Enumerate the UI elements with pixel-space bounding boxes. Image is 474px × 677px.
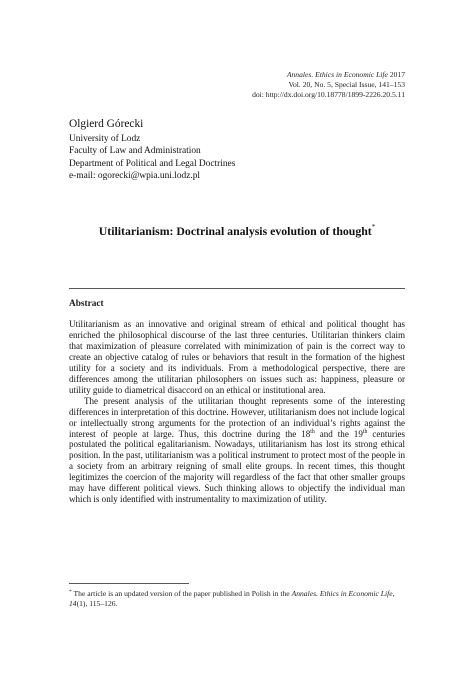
journal-year: 2017 <box>389 70 405 79</box>
abstract-paragraph-2-part-c: centuries postulated the political egalitarianism. Nowadays, utilitarianism has lost its strong ethical position. In the past, utilitarianism was a political instrument to protect most of the people in a society from an arbitrary reigning of small elite groups. In recent times, this thought legitimizes the coercion of the majority will regardless of the fact that other smaller groups may have different political views. Such thinking allows to objectify the individual man which is only identified with instrumentality to maximization of utility. <box>69 428 405 505</box>
journal-name: Annales. Ethics in Economic Life <box>286 70 388 79</box>
footnote-journal: Annales. Ethics in Economic Life <box>291 589 393 598</box>
affiliation-faculty: Faculty of Law and Administration <box>69 146 201 157</box>
footnote <box>69 589 405 609</box>
affiliation-university: University of Lodz <box>69 134 141 144</box>
footnote-rule <box>69 583 189 584</box>
abstract-paragraph-1: Utilitarianism as an innovative and original stream of ethical and political thought has enriched the philosophical discourse of the last three centuries. Utilitarian thinkers claim that maximization of pleasure correlated with minimization of pain is the correct way to create an objective catalog of rules or behaviors that result in the formation of the highest utility for a society and its individuals. From a methodological perspective, there are differences among the utilitarian philosophers on issues such as: happiness, pleasure or utility guide to diametrical disaccord on an ethical or institutional area. <box>69 319 405 395</box>
footnote-text-c: (1), 115–126. <box>76 599 118 608</box>
abstract-paragraph-2-part-a: The present analysis of the utilitarian thought represents some of the interesting differences in interpretation of this doctrine. However, utilitarianism does not include logical or intellectually strong arguments for the protection of an individual’s rights against the interest of people at large. Thus, this doctrine during the 18 <box>69 395 405 439</box>
footnote-text-a: The article is an updated version of the paper published in Polish in the <box>71 589 292 598</box>
author-email[interactable]: e-mail: ogorecki@wpia.uni.lodz.pl <box>69 171 200 182</box>
title-footnote-mark[interactable]: * <box>371 223 376 231</box>
paper-title-text: Utilitarianism: Doctrinal analysis evolution of thought <box>98 224 372 238</box>
journal-volume: Vol. 20, No. 5, Special Issue, 141–153 <box>288 80 405 89</box>
journal-doi[interactable]: doi: http://dx.doi.org/10.18778/1899-2226.20.5.11 <box>252 90 405 99</box>
abstract-top-rule <box>69 288 405 289</box>
abstract-paragraph-2-part-b: and the 19 <box>314 428 363 439</box>
journal-title-line <box>252 70 405 80</box>
footnote-text-b: , <box>392 589 395 598</box>
superscript-th: th <box>362 428 368 435</box>
superscript-th: th <box>310 428 315 435</box>
footnote-mark: * <box>69 589 72 595</box>
journal-reference <box>252 70 405 100</box>
abstract-paragraph-2 <box>69 396 405 506</box>
affiliation-department: Department of Political and Legal Doctrines <box>69 158 236 169</box>
abstract-heading: Abstract <box>69 299 104 309</box>
author-name: Olgierd Górecki <box>69 118 144 130</box>
paper-title <box>60 223 414 239</box>
abstract-body <box>69 319 405 505</box>
author-block <box>69 117 235 183</box>
footnote-volume: 14 <box>69 599 77 608</box>
